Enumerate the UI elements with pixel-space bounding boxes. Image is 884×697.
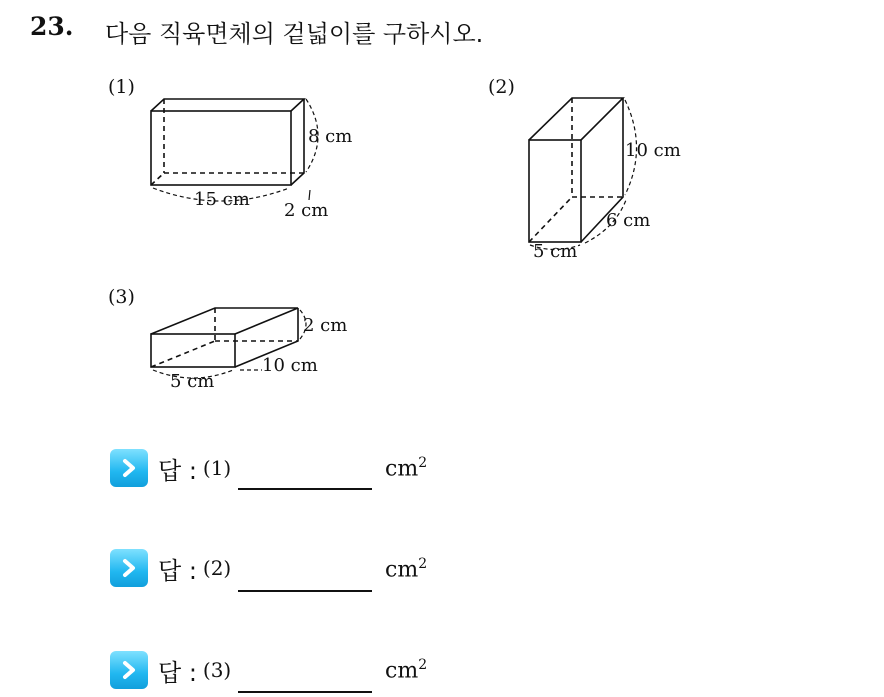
figure-1-width: 2 cm [284,200,329,221]
answer-label: 답 : [158,456,197,485]
question-number: 23. [30,12,74,41]
figure-3-label: (3) [108,286,135,308]
answer-number: (1) [202,456,232,480]
figure-3-width: 5 cm [170,371,215,392]
answer-unit-1: $cm^2$ [385,455,428,482]
answer-number: (2) [202,556,232,580]
answer-row-1 [110,446,231,490]
answer-field-3[interactable] [238,691,372,693]
figure-3-height: 2 cm [303,315,348,336]
figure-1-height: 8 cm [308,126,353,147]
answer-label: 답 : [158,658,197,687]
answer-row-3 [110,648,231,692]
answer-row-2 [110,546,231,590]
answer-unit-3: $cm^2$ [385,657,428,684]
figure-1-length: 15 cm [194,189,250,210]
figure-2-width: 5 cm [533,241,578,262]
answer-field-2[interactable] [238,590,372,592]
chevron-right-icon [110,651,148,689]
figure-3-depth: 10 cm [262,355,318,376]
answer-label: 답 : [158,556,197,585]
chevron-right-icon [110,449,148,487]
figure-2-height: 10 cm [625,140,681,161]
chevron-right-icon [110,549,148,587]
question-text: 다음 직육면체의 겉넓이를 구하시오. [105,20,484,48]
figure-2-label: (2) [488,76,515,98]
figure-1-label: (1) [108,76,135,98]
answer-number: (3) [202,658,232,682]
answer-field-1[interactable] [238,488,372,490]
figure-2-depth: 6 cm [606,210,651,231]
answer-unit-2: $cm^2$ [385,556,428,583]
